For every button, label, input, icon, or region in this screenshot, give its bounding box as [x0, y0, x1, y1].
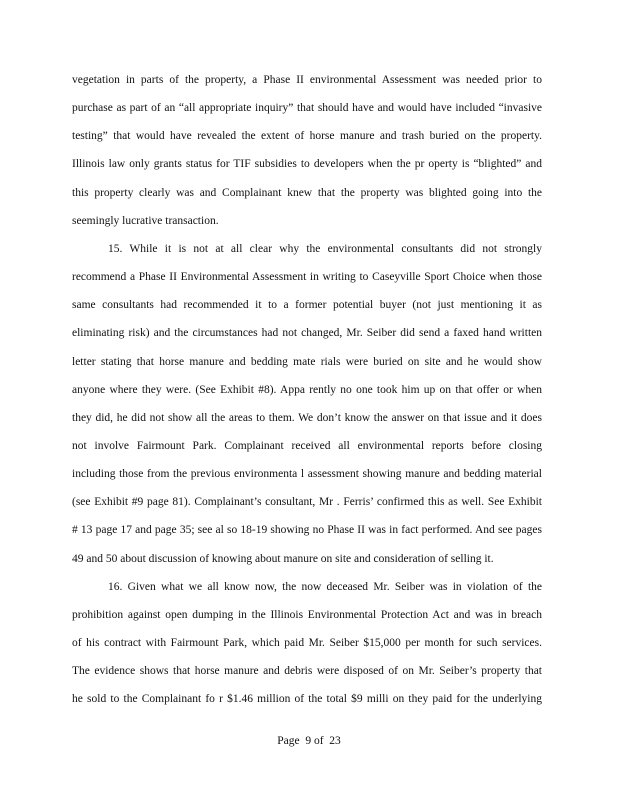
text-line: they did, he did not show all the areas to them. We don’t know the answer on that issue and it does — [72, 412, 542, 424]
text-line: this property clearly was and Complainant knew that the property was blighted going into the — [72, 187, 542, 199]
text-line: seemingly lucrative transaction. — [72, 215, 219, 227]
text-line: anyone where they were. (See Exhibit #8). Appa rently no one took him up on that offer or when — [72, 384, 542, 396]
page-number-footer: Page 9 of 23 — [277, 735, 341, 747]
text-line: letter stating that horse manure and bedding mate rials were buried on site and he would show — [72, 356, 542, 368]
text-line: (see Exhibit #9 page 81). Complainant’s consultant, Mr . Ferris’ confirmed this as well. See Exhibit — [72, 496, 542, 508]
text-line: including those from the previous environmenta l assessment showing manure and bedding material — [72, 468, 542, 480]
text-line: recommend a Phase II Environmental Assessment in writing to Caseyville Sport Choice when those — [72, 271, 542, 283]
text-line: purchase as part of an “all appropriate inquiry” that should have and would have included “invasive — [72, 102, 542, 114]
text-line: same consultants had recommended it to a former potential buyer (not just mentioning it as — [72, 299, 542, 311]
text-line: he sold to the Complainant fo r $1.46 million of the total $9 milli on they paid for the underlying — [72, 693, 542, 705]
text-line: of his contract with Fairmount Park, which paid Mr. Seiber $15,000 per month for such services. — [72, 637, 542, 649]
text-line: The evidence shows that horse manure and debris were disposed of on Mr. Seiber’s property that — [72, 665, 542, 677]
text-line: eliminating risk) and the circumstances had not changed, Mr. Seiber did send a faxed hand written — [72, 327, 542, 339]
text-line: # 13 page 17 and page 35; see al so 18-19 showing no Phase II was in fact performed. And see pages — [72, 524, 542, 536]
text-line: Illinois law only grants status for TIF subsidies to developers when the pr operty is “blighted” and — [72, 158, 542, 170]
text-line: vegetation in parts of the property, a Phase II environmental Assessment was needed prior to — [72, 74, 542, 86]
text-line: prohibition against open dumping in the Illinois Environmental Protection Act and was in breach — [72, 609, 542, 621]
text-line: not involve Fairmount Park. Complainant received all environmental reports before closing — [72, 440, 542, 452]
paragraph-15-start: 15. While it is not at all clear why the environmental consultants did not strongly — [108, 243, 542, 255]
text-line: 49 and 50 about discussion of knowing about manure on site and consideration of selling it. — [72, 553, 494, 565]
paragraph-16-start: 16. Given what we all know now, the now deceased Mr. Seiber was in violation of the — [108, 581, 542, 593]
text-line: testing” that would have revealed the extent of horse manure and trash buried on the property. — [72, 130, 542, 142]
